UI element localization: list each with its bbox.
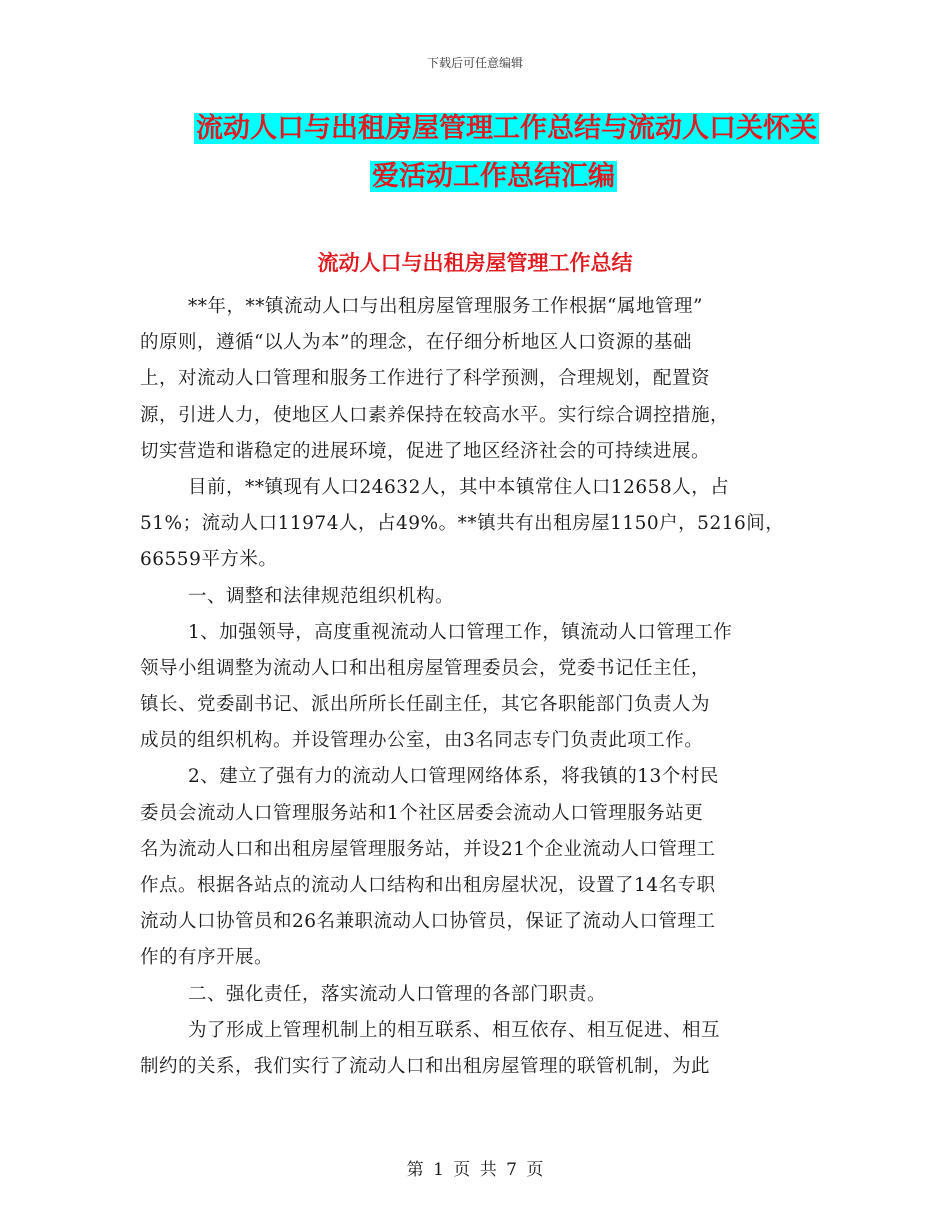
paragraph-line: 委员会流动人口管理服务站和1个社区居委会流动人口管理服务站更	[140, 802, 704, 824]
title-line-2	[370, 156, 617, 198]
page-footer: 第 1 页 共 7 页	[406, 1160, 544, 1180]
paragraph-line: 一、调整和法律规范组织机构。	[188, 585, 455, 607]
paragraph-line: 源，引进人力，使地区人口素养保持在较高水平。实行综合调控措施，	[140, 404, 730, 426]
paragraph-line: 作的有序开展。	[140, 947, 274, 969]
title-line-2-text: 爱活动工作总结汇编	[372, 161, 615, 192]
paragraph-line: 切实营造和谐稳定的进展环境，促进了地区经济社会的可持续进展。	[140, 440, 711, 462]
title-line-1	[194, 108, 819, 150]
paragraph-line: 的原则，遵循“以人为本”的理念，在仔细分析地区人口资源的基础	[140, 332, 692, 354]
paragraph-line: 制约的关系，我们实行了流动人口和出租房屋管理的联管机制，为此	[140, 1055, 711, 1077]
paragraph-line: 66559平方米。	[140, 549, 278, 571]
paragraph-line: 上，对流动人口管理和服务工作进行了科学预测，合理规划，配置资	[140, 368, 711, 390]
paragraph-line: 作点。根据各站点的流动人口结构和出租房屋状况，设置了14名专职	[140, 875, 716, 896]
title-line-1-text: 流动人口与出租房屋管理工作总结与流动人口关怀关	[196, 113, 817, 144]
paragraph-line: 为了形成上管理机制上的相互联系、相互依存、相互促进、相互	[188, 1019, 721, 1041]
paragraph-line: 流动人口协管员和26名兼职流动人口协管员，保证了流动人口管理工	[140, 911, 716, 933]
paragraph-line: 镇长、党委副书记、派出所所长任副主任，其它各职能部门负责人为	[140, 694, 711, 716]
body-text	[140, 289, 805, 1085]
paragraph-line: 51%；流动人口11974人，占49%。**镇共有出租房屋1150户，5216间，	[140, 513, 785, 535]
paragraph-line: 领导小组调整为流动人口和出租房屋管理委员会，党委书记任主任，	[140, 657, 711, 679]
paragraph-line: 二、强化责任，落实流动人口管理的各部门职责。	[188, 983, 607, 1005]
paragraph-line: 2、建立了强有力的流动人口管理网络体系，将我镇的13个村民	[188, 766, 719, 788]
paragraph-line: **年，**镇流动人口与出租房屋管理服务工作根据“属地管理”	[188, 296, 703, 317]
section-title: 流动人口与出租房屋管理工作总结	[317, 251, 633, 275]
header-note: 下载后可任意编辑	[426, 56, 523, 70]
paragraph-line: 1、加强领导，高度重视流动人口管理工作，镇流动人口管理工作	[188, 621, 733, 643]
paragraph-line: 名为流动人口和出租房屋管理服务站，并设21个企业流动人口管理工	[140, 838, 716, 860]
paragraph-line: 目前，**镇现有人口24632人，其中本镇常住人口12658人，占	[188, 476, 730, 498]
paragraph-line: 成员的组织机构。并设管理办公室，由3名同志专门负责此项工作。	[140, 730, 704, 752]
